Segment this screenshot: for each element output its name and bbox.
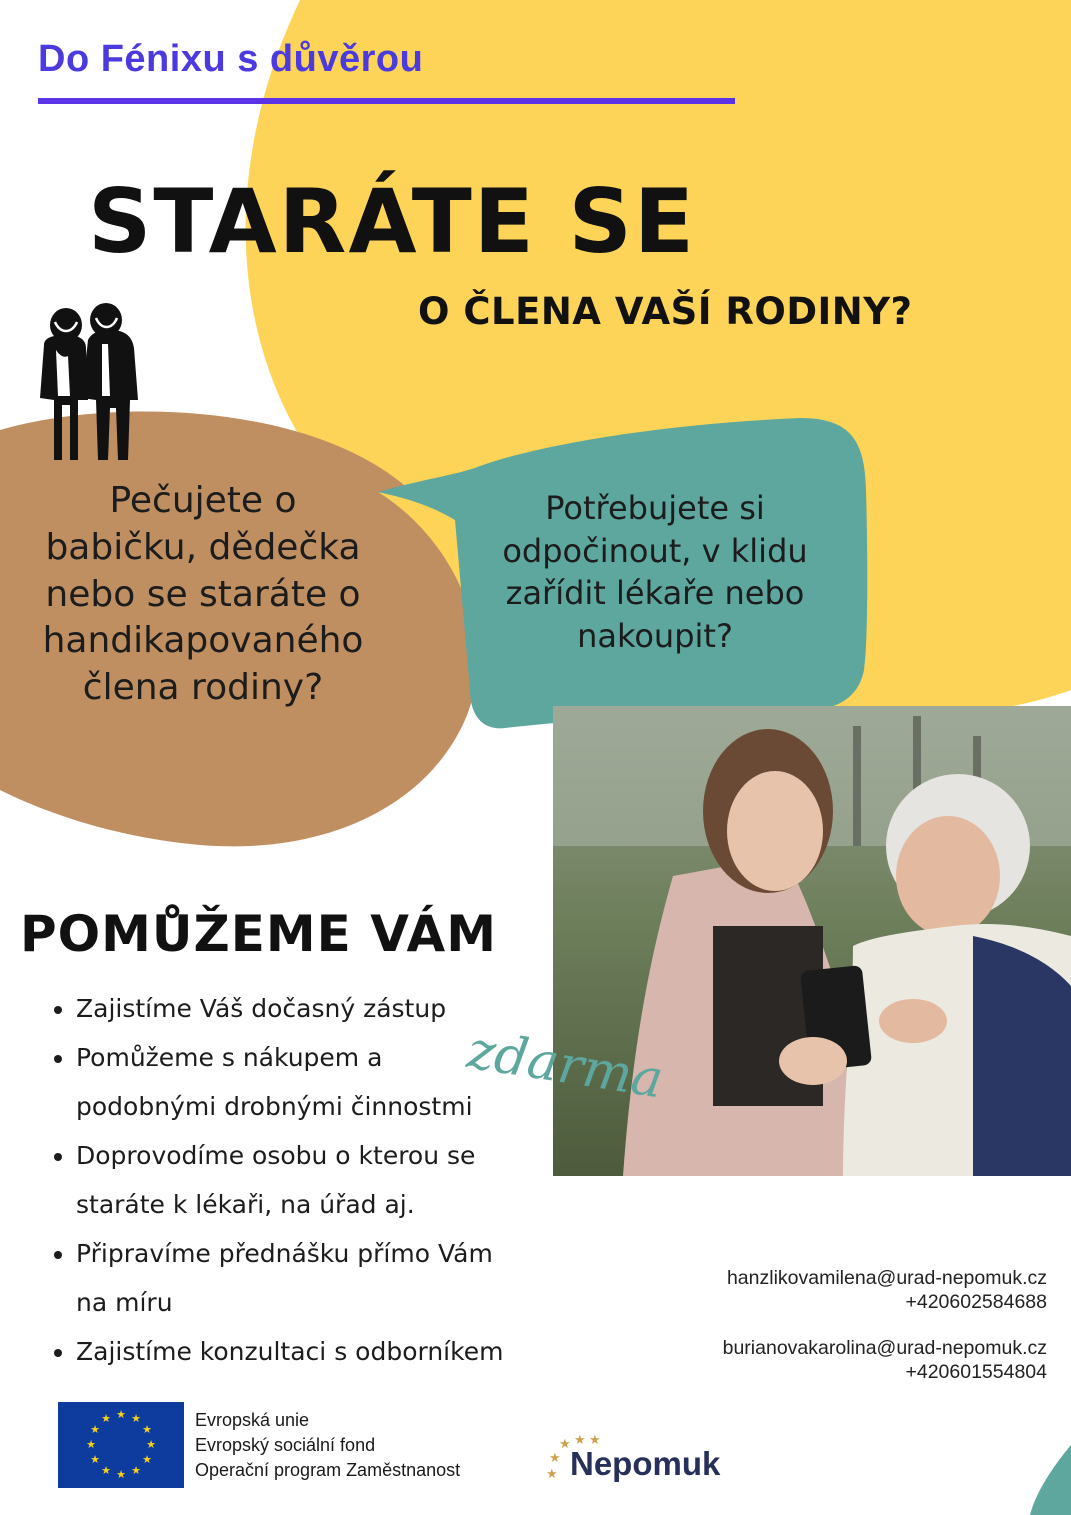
left-bubble-line: handikapovaného: [42, 620, 364, 662]
svg-text:★: ★: [549, 1451, 561, 1466]
service-line: Zajistíme Váš dočasný zástup: [76, 994, 447, 1023]
brand-title: Do Fénixu s důvěrou: [38, 38, 424, 80]
service-line: staráte k lékaři, na úřad aj.: [76, 1190, 415, 1219]
eu-text: [195, 1408, 460, 1483]
headline: STARÁTE SE: [88, 170, 696, 273]
svg-text:★: ★: [559, 1437, 571, 1452]
right-bubble-line: Potřebujete si: [545, 489, 765, 527]
svg-text:★: ★: [116, 1408, 126, 1421]
svg-text:★: ★: [142, 1453, 152, 1466]
right-bubble-line: nakoupit?: [577, 616, 733, 655]
service-line: Připravíme přednášku přímo Vám: [76, 1239, 493, 1268]
eu-line: Operační program Zaměstnanost: [195, 1460, 461, 1480]
left-bubble-line: nebo se staráte o: [45, 573, 361, 615]
right-bubble-line: zařídit lékaře nebo: [505, 574, 805, 613]
service-item: [76, 1131, 566, 1229]
contact-block: [627, 1266, 1047, 1314]
svg-text:★: ★: [116, 1468, 126, 1481]
left-bubble-line: Pečujete o: [109, 480, 297, 521]
left-bubble-line: člena rodiny?: [82, 667, 324, 709]
service-line: Pomůžeme s nákupem a: [76, 1043, 383, 1072]
bottom-right-teal-corner: [1030, 1445, 1071, 1515]
eu-line: Evropská unie: [195, 1410, 310, 1430]
svg-text:★: ★: [101, 1464, 111, 1477]
service-line: na míru: [76, 1288, 173, 1317]
contact-phone[interactable]: +420601554804: [905, 1361, 1047, 1383]
brand-underline: [38, 98, 735, 104]
subheadline: O ČLENA VAŠÍ RODINY?: [418, 290, 913, 333]
contact-email[interactable]: hanzlikovamilena@urad-nepomuk.cz: [726, 1267, 1047, 1289]
contact-email[interactable]: burianovakarolina@urad-nepomuk.cz: [722, 1337, 1047, 1359]
svg-text:★: ★: [101, 1412, 111, 1425]
svg-text:★: ★: [90, 1423, 100, 1436]
svg-text:★: ★: [86, 1438, 96, 1451]
eu-flag-icon: [58, 1402, 184, 1488]
svg-text:★: ★: [90, 1453, 100, 1466]
service-item: [76, 1229, 566, 1327]
eu-line: Evropský sociální fond: [195, 1435, 376, 1455]
nepomuk-logo: Nepomuk: [570, 1445, 721, 1482]
right-bubble-line: odpočinout, v klidu: [502, 531, 808, 570]
svg-text:★: ★: [142, 1423, 152, 1436]
contact-block: [627, 1336, 1047, 1384]
svg-text:★: ★: [146, 1438, 156, 1451]
svg-text:★: ★: [574, 1433, 586, 1448]
svg-text:★: ★: [546, 1467, 558, 1480]
service-item: [76, 1327, 566, 1376]
contact-phone[interactable]: +420602584688: [905, 1291, 1047, 1313]
right-bubble-text: [475, 487, 835, 657]
svg-text:★: ★: [131, 1412, 141, 1425]
service-line: podobnými drobnými činnostmi: [76, 1092, 473, 1121]
svg-text:★: ★: [131, 1464, 141, 1477]
service-line: Doprovodíme osobu o kterou se: [76, 1141, 476, 1170]
left-bubble-text: [18, 478, 388, 712]
free-label: zdarma: [463, 1020, 668, 1111]
svg-text:★: ★: [589, 1433, 601, 1448]
service-line: Zajistíme konzultaci s odborníkem: [76, 1337, 504, 1366]
left-bubble-line: babičku, dědečka: [45, 526, 361, 568]
services-title: POMŮŽEME VÁM: [20, 905, 497, 963]
two-people-icon: [30, 300, 145, 465]
